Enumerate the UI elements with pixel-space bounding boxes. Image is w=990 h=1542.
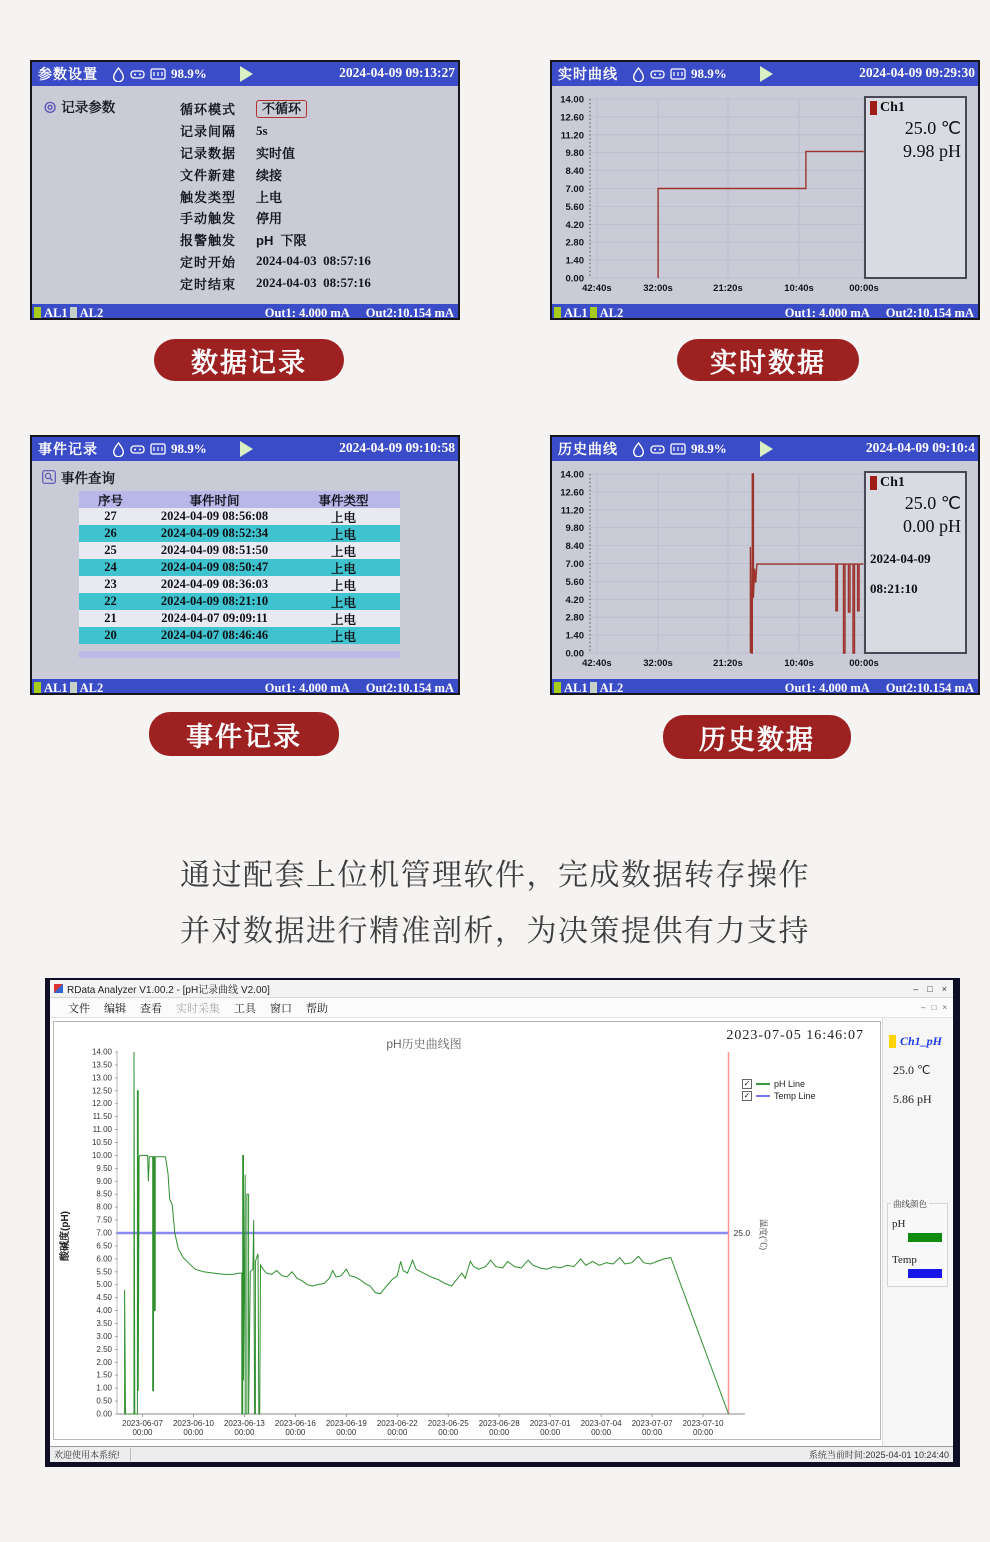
parameter-row <box>180 163 371 185</box>
realtime-chart-body <box>552 86 978 304</box>
y-tick-label: 7.00 <box>565 559 584 570</box>
device-datetime: 2024-04-09 09:29:30 <box>859 65 975 80</box>
device-footer <box>552 679 978 695</box>
alarm2-label: AL2 <box>79 680 104 695</box>
mdi-close-button[interactable]: × <box>942 1003 947 1012</box>
device-footer <box>32 304 458 320</box>
storage-icon <box>670 68 686 80</box>
x-tick-label: 21:20s <box>713 283 743 294</box>
x-tick-time: 00:00 <box>540 1428 561 1437</box>
event-row <box>79 559 400 576</box>
record-params-icon: ◎ <box>44 97 57 114</box>
parameter-label: 手动触发 <box>180 211 237 227</box>
y-tick-label: 1.40 <box>565 255 584 267</box>
x-tick-date: 2023-07-10 <box>682 1419 724 1428</box>
x-tick-label: 32:00s <box>643 658 673 669</box>
event-time: 2024-04-07 08:46:46 <box>160 628 269 642</box>
y-tick-label: 9.80 <box>565 523 584 535</box>
device-screen-parameters <box>30 60 460 320</box>
y-tick-label: 9.80 <box>565 148 584 160</box>
device-titlebar <box>32 62 458 86</box>
x-tick-time: 00:00 <box>693 1428 714 1437</box>
channel-name: Ch1 <box>880 475 905 490</box>
curve-color-title: 曲线颜色 <box>893 1199 928 1209</box>
event-row <box>79 610 400 627</box>
play-icon <box>240 66 253 82</box>
event-seq: 20 <box>104 628 117 642</box>
event-row <box>79 525 400 542</box>
parameter-value: 上电 <box>256 189 283 205</box>
y-tick-label: 1.50 <box>96 1370 112 1380</box>
y-axis-label: 酸碱度(pH) <box>60 1211 71 1261</box>
y-tick-label: 6.00 <box>96 1254 112 1264</box>
y-tick-label: 14.00 <box>560 469 584 481</box>
status-message: 欢迎使用本系统! <box>54 1448 131 1461</box>
y-tick-label: 0.50 <box>96 1396 112 1406</box>
y-tick-label: 5.00 <box>96 1280 112 1290</box>
x-tick-date: 2023-06-28 <box>478 1419 520 1428</box>
battery-percentage: 98.9% <box>691 66 727 81</box>
y-tick-label: 5.60 <box>565 576 584 588</box>
legend-line-swatch <box>756 1083 770 1085</box>
event-time: 2024-04-09 08:36:03 <box>160 577 269 591</box>
out2-value: Out2:10.154 mA <box>365 680 454 695</box>
battery-percentage: 98.9% <box>691 441 727 456</box>
channel-info-panel <box>864 471 967 654</box>
parameter-label: 触发类型 <box>180 189 237 205</box>
legend-checkbox[interactable]: ✓ <box>743 1091 751 1100</box>
channel-name: Ch1_pH <box>900 1034 943 1048</box>
column-event-type: 事件类型 <box>318 493 369 508</box>
temp-value-label: 25.0 <box>733 1228 751 1238</box>
y-tick-label: 9.50 <box>96 1163 112 1173</box>
parameter-value: pH 下限 <box>256 233 307 249</box>
parameter-row <box>180 120 371 142</box>
alarm2-label: AL2 <box>599 680 624 695</box>
out1-value: Out1: 4.000 mA <box>784 305 870 320</box>
x-tick-time: 00:00 <box>132 1428 153 1437</box>
y-tick-label: 2.80 <box>565 612 584 624</box>
y-tick-label: 4.20 <box>565 594 584 606</box>
x-tick-time: 00:00 <box>591 1428 612 1437</box>
usb-device-icon <box>130 68 145 80</box>
event-rows <box>79 508 400 644</box>
parameter-row <box>180 207 371 229</box>
x-tick-date: 2023-07-07 <box>631 1419 673 1428</box>
parameter-label: 报警触发 <box>180 233 237 249</box>
sidebar-ph-value: 5.86 pH <box>893 1092 932 1106</box>
column-seq: 序号 <box>97 493 123 508</box>
device-screen-history-curve <box>550 435 980 695</box>
storage-icon <box>670 443 686 455</box>
y-tick-label: 9.00 <box>96 1176 112 1186</box>
device-screen-realtime-curve <box>550 60 980 320</box>
x-tick-time: 00:00 <box>285 1428 306 1437</box>
minimize-button[interactable]: – <box>913 983 919 994</box>
status-icons <box>632 442 686 457</box>
ph-droplet-icon <box>112 442 125 457</box>
x-tick-label: 42:40s <box>582 283 612 294</box>
column-event-time: 事件时间 <box>189 493 240 508</box>
event-row <box>79 508 400 525</box>
alarm1-indicator <box>554 307 561 319</box>
menu-查看[interactable]: 查看 <box>140 1002 162 1015</box>
x-tick-time: 00:00 <box>336 1428 357 1437</box>
parameter-row <box>180 98 371 120</box>
parameter-value: 2024-04-03 08:57:16 <box>256 275 371 291</box>
usb-device-icon <box>130 443 145 455</box>
parameter-label: 文件新建 <box>180 167 237 183</box>
x-tick-date: 2023-06-13 <box>223 1419 265 1428</box>
sidebar-temperature-value: 25.0 ℃ <box>893 1063 931 1077</box>
menu-bar <box>50 998 953 1018</box>
curve-color-group <box>887 1199 948 1287</box>
alarm2-indicator <box>590 307 597 319</box>
legend-label: pH Line <box>774 1079 806 1089</box>
event-row <box>79 627 400 644</box>
out1-value: Out1: 4.000 mA <box>784 680 870 695</box>
status-icons <box>112 442 166 457</box>
magnifier-icon <box>42 470 56 484</box>
usb-device-icon <box>650 443 665 455</box>
y-tick-label: 10.00 <box>91 1150 112 1160</box>
menu-文件[interactable]: 文件 <box>68 1002 90 1015</box>
device-screen-title: 事件记录 <box>38 441 98 457</box>
system-time: 系统当前时间:2025-04-01 10:24:40 <box>808 1450 949 1460</box>
legend-checkbox[interactable]: ✓ <box>743 1079 751 1088</box>
app-icon <box>54 984 63 993</box>
rdata-analyzer-window <box>45 978 960 1467</box>
event-type: 上电 <box>330 578 356 593</box>
y-tick-label: 3.00 <box>96 1331 112 1341</box>
menu-工具[interactable]: 工具 <box>234 1002 256 1015</box>
battery-percentage: 98.9% <box>171 66 207 81</box>
device-titlebar <box>552 62 978 86</box>
y-tick-label: 14.00 <box>560 94 584 106</box>
alarm1-indicator <box>34 682 41 694</box>
caption-realtime-data: 实时数据 <box>677 339 859 381</box>
caption-event-record: 事件记录 <box>149 712 339 756</box>
storage-icon <box>150 68 166 80</box>
parameter-label: 定时开始 <box>180 254 237 270</box>
play-icon <box>760 441 773 457</box>
y-tick-label: 1.40 <box>565 630 584 642</box>
parameter-label: 定时结束 <box>180 276 237 292</box>
legend-line-swatch <box>756 1095 770 1097</box>
x-tick-date: 2023-07-04 <box>580 1419 622 1428</box>
temperature-value: 25.0 ℃ <box>904 118 961 138</box>
status-icons <box>632 67 686 82</box>
menu-帮助[interactable]: 帮助 <box>306 1002 328 1015</box>
x-tick-time: 00:00 <box>642 1428 663 1437</box>
event-row <box>79 542 400 559</box>
y-tick-label: 5.50 <box>96 1267 112 1277</box>
maximize-button[interactable]: □ <box>927 983 933 994</box>
ph-value: 9.98 pH <box>903 141 961 161</box>
channel-name: Ch1 <box>880 100 905 115</box>
event-log-body <box>32 461 458 679</box>
y-tick-label: 8.50 <box>96 1189 112 1199</box>
y-tick-label: 4.00 <box>96 1306 112 1316</box>
device-datetime: 2024-04-09 09:10:58 <box>339 440 455 455</box>
alarm1-indicator <box>554 682 561 694</box>
x-tick-label: 10:40s <box>784 283 814 294</box>
caption-data-record: 数据记录 <box>154 339 344 381</box>
cursor-time: 08:21:10 <box>870 581 918 596</box>
temp-color-bar[interactable] <box>908 1269 942 1278</box>
x-tick-date: 2023-06-16 <box>274 1419 316 1428</box>
event-type: 上电 <box>330 527 356 542</box>
device-titlebar <box>32 437 458 461</box>
y-tick-label: 2.50 <box>96 1344 112 1354</box>
channel-color-swatch <box>889 1035 896 1048</box>
parameter-label: 记录数据 <box>180 145 237 161</box>
usb-device-icon <box>650 68 665 80</box>
ph-droplet-icon <box>632 442 645 457</box>
event-seq: 23 <box>104 577 117 591</box>
x-tick-date: 2023-06-22 <box>376 1419 418 1428</box>
x-tick-date: 2023-06-10 <box>172 1419 214 1428</box>
event-type: 上电 <box>330 595 356 610</box>
event-type: 上电 <box>330 544 356 559</box>
parameter-row <box>180 229 371 251</box>
event-row <box>79 593 400 610</box>
device-datetime: 2024-04-09 09:10:4 <box>865 440 975 455</box>
window-client-area <box>50 1018 953 1446</box>
event-time: 2024-04-07 09:09:11 <box>161 611 268 625</box>
chart-timestamp: 2023-07-05 16:46:07 <box>726 1028 864 1043</box>
storage-icon <box>150 443 166 455</box>
parameter-row <box>180 272 371 294</box>
parameter-row <box>180 251 371 273</box>
y-tick-label: 2.00 <box>96 1357 112 1367</box>
out1-value: Out1: 4.000 mA <box>264 680 350 695</box>
device-screen-title: 参数设置 <box>38 66 98 82</box>
alarm2-indicator <box>70 682 77 694</box>
y-tick-label: 7.00 <box>96 1228 112 1238</box>
parameter-row <box>180 185 371 207</box>
device-datetime: 2024-04-09 09:13:27 <box>339 65 455 80</box>
status-bar <box>50 1446 953 1462</box>
y-tick-label: 7.50 <box>96 1215 112 1225</box>
ph-history-chart-panel <box>53 1021 881 1440</box>
channel-color-swatch <box>870 101 877 115</box>
alarm1-label: AL1 <box>44 680 68 695</box>
y-tick-label: 8.40 <box>565 166 584 178</box>
y-tick-label: 1.00 <box>96 1383 112 1393</box>
out2-value: Out2:10.154 mA <box>885 680 974 695</box>
y-tick-label: 11.00 <box>92 1125 112 1135</box>
legend-item <box>742 1078 816 1090</box>
y-tick-label: 10.50 <box>91 1138 112 1147</box>
device-titlebar <box>552 437 978 461</box>
y-tick-label: 11.20 <box>560 505 584 517</box>
parameter-value: 2024-04-03 08:57:16 <box>256 253 371 269</box>
event-type: 上电 <box>330 561 356 576</box>
event-time: 2024-04-09 08:21:10 <box>160 594 269 608</box>
channel-sidebar <box>882 1018 952 1446</box>
alarm2-indicator <box>590 682 597 694</box>
event-seq: 24 <box>104 560 117 574</box>
x-tick-time: 00:00 <box>387 1428 408 1437</box>
close-button[interactable]: × <box>941 983 947 994</box>
out1-value: Out1: 4.000 mA <box>264 305 350 320</box>
x-tick-date: 2023-06-07 <box>122 1419 163 1428</box>
y-tick-label: 8.40 <box>565 541 584 553</box>
ph-droplet-icon <box>112 67 125 82</box>
event-time: 2024-04-09 08:52:34 <box>160 526 269 540</box>
play-icon <box>240 441 253 457</box>
ph-droplet-icon <box>632 67 645 82</box>
ph-color-bar[interactable] <box>908 1233 942 1242</box>
x-tick-time: 00:00 <box>489 1428 510 1437</box>
mdi-restore-button[interactable]: □ <box>931 1003 937 1012</box>
chart-legend <box>742 1078 816 1102</box>
device-footer <box>552 304 978 320</box>
alarm2-label: AL2 <box>599 305 624 320</box>
y-tick-label: 12.60 <box>560 487 584 499</box>
mdi-minimize-button[interactable]: – <box>921 1003 926 1012</box>
x-tick-time: 00:00 <box>183 1428 204 1437</box>
device-screen-title: 实时曲线 <box>558 66 618 82</box>
event-table-footer-strip <box>79 651 400 658</box>
cursor-date: 2024-04-09 <box>870 551 931 566</box>
event-time: 2024-04-09 08:51:50 <box>160 543 269 557</box>
x-tick-date: 2023-06-25 <box>427 1419 469 1428</box>
event-query-section <box>42 467 115 487</box>
y-tick-label: 4.20 <box>565 219 584 231</box>
record-params-label: 记录参数 <box>61 100 116 115</box>
right-axis-label: 温度(℃) <box>758 1219 769 1251</box>
y-tick-label: 12.60 <box>560 112 584 124</box>
x-tick-label: 32:00s <box>643 283 673 294</box>
marketing-text-line1: 通过配套上位机管理软件，完成数据转存操作 <box>180 859 810 892</box>
device-screen-title: 历史曲线 <box>558 441 618 457</box>
window-title: RData Analyzer V1.00.2 - [pH记录曲线 V2.00] <box>67 985 270 996</box>
y-tick-label: 11.50 <box>92 1112 112 1122</box>
out2-value: Out2:10.154 mA <box>365 305 454 320</box>
marketing-text-line2: 并对数据进行精准剖析，为决策提供有力支持 <box>180 915 810 948</box>
measurement-curve <box>750 474 863 653</box>
status-icons <box>112 67 166 82</box>
parameter-label: 循环模式 <box>180 102 237 118</box>
event-seq: 26 <box>104 526 117 540</box>
event-seq: 25 <box>104 543 117 557</box>
x-tick-time: 00:00 <box>438 1428 459 1437</box>
y-tick-label: 14.00 <box>91 1047 112 1057</box>
alarm1-label: AL1 <box>564 680 588 695</box>
channel-info-panel <box>864 96 967 279</box>
menu-窗口[interactable]: 窗口 <box>270 1002 292 1015</box>
y-tick-label: 6.50 <box>96 1241 112 1251</box>
out2-value: Out2:10.154 mA <box>885 305 974 320</box>
alarm1-indicator <box>34 307 41 319</box>
event-table-header <box>79 491 400 508</box>
legend-item <box>742 1090 816 1102</box>
event-seq: 22 <box>104 594 117 608</box>
device-footer <box>32 679 458 695</box>
menu-实时采集: 实时采集 <box>176 1002 220 1015</box>
alarm2-label: AL2 <box>79 305 104 320</box>
alarm1-label: AL1 <box>44 305 68 320</box>
x-tick-label: 10:40s <box>784 658 814 669</box>
chart-title: pH历史曲线图 <box>386 1037 462 1051</box>
event-seq: 27 <box>104 509 117 523</box>
y-tick-label: 4.50 <box>96 1293 112 1303</box>
window-titlebar[interactable] <box>50 980 953 998</box>
parameters-body <box>32 86 458 304</box>
caption-history-data: 历史数据 <box>663 715 851 759</box>
y-tick-label: 11.20 <box>560 130 584 142</box>
parameter-value: 续接 <box>256 167 283 183</box>
x-tick-date: 2023-06-19 <box>325 1419 367 1428</box>
alarm1-label: AL1 <box>564 305 588 320</box>
temp-swatch-label: Temp <box>892 1254 917 1266</box>
y-tick-label: 0.00 <box>565 648 584 660</box>
parameter-value: 5s <box>256 122 268 138</box>
history-chart-body <box>552 461 978 679</box>
x-tick-label: 00:00s <box>849 658 879 669</box>
x-tick-label: 21:20s <box>713 658 743 669</box>
temperature-value: 25.0 ℃ <box>904 493 961 513</box>
parameter-value: 实时值 <box>256 145 296 161</box>
record-params-section <box>44 96 115 116</box>
event-seq: 21 <box>104 611 117 625</box>
event-type: 上电 <box>330 629 356 644</box>
y-tick-label: 0.00 <box>96 1409 112 1419</box>
y-tick-label: 8.00 <box>96 1202 112 1212</box>
y-tick-label: 5.60 <box>565 201 584 213</box>
y-tick-label: 13.50 <box>91 1060 112 1070</box>
event-time: 2024-04-09 08:50:47 <box>160 560 269 574</box>
parameter-list <box>180 98 371 294</box>
event-query-label: 事件查询 <box>61 471 115 486</box>
parameter-label: 记录间隔 <box>180 124 237 140</box>
y-tick-label: 3.50 <box>96 1319 112 1328</box>
parameter-value: 停用 <box>256 211 283 227</box>
event-time: 2024-04-09 08:56:08 <box>160 509 269 523</box>
alarm2-indicator <box>70 307 77 319</box>
ph-value: 0.00 pH <box>903 516 961 536</box>
x-tick-label: 42:40s <box>582 658 612 669</box>
parameter-row <box>180 142 371 164</box>
y-tick-label: 0.00 <box>565 273 584 285</box>
play-icon <box>760 66 773 82</box>
x-tick-time: 00:00 <box>234 1428 255 1437</box>
y-tick-label: 12.50 <box>91 1086 112 1096</box>
x-tick-date: 2023-07-01 <box>529 1419 571 1428</box>
x-tick-label: 00:00s <box>849 283 879 294</box>
y-tick-label: 2.80 <box>565 237 584 249</box>
channel-color-swatch <box>870 476 877 490</box>
battery-percentage: 98.9% <box>171 441 207 456</box>
event-type: 上电 <box>330 612 356 627</box>
parameter-value: 不循环 <box>256 100 307 118</box>
y-tick-label: 13.00 <box>91 1073 112 1083</box>
y-tick-label: 7.00 <box>565 184 584 195</box>
ph-swatch-label: pH <box>892 1218 906 1230</box>
menu-编辑[interactable]: 编辑 <box>104 1002 126 1015</box>
event-table <box>79 491 400 644</box>
device-screen-event-log <box>30 435 460 695</box>
y-tick-label: 12.00 <box>91 1099 112 1109</box>
event-row <box>79 576 400 593</box>
event-type: 上电 <box>330 510 356 525</box>
legend-label: Temp Line <box>774 1091 816 1101</box>
